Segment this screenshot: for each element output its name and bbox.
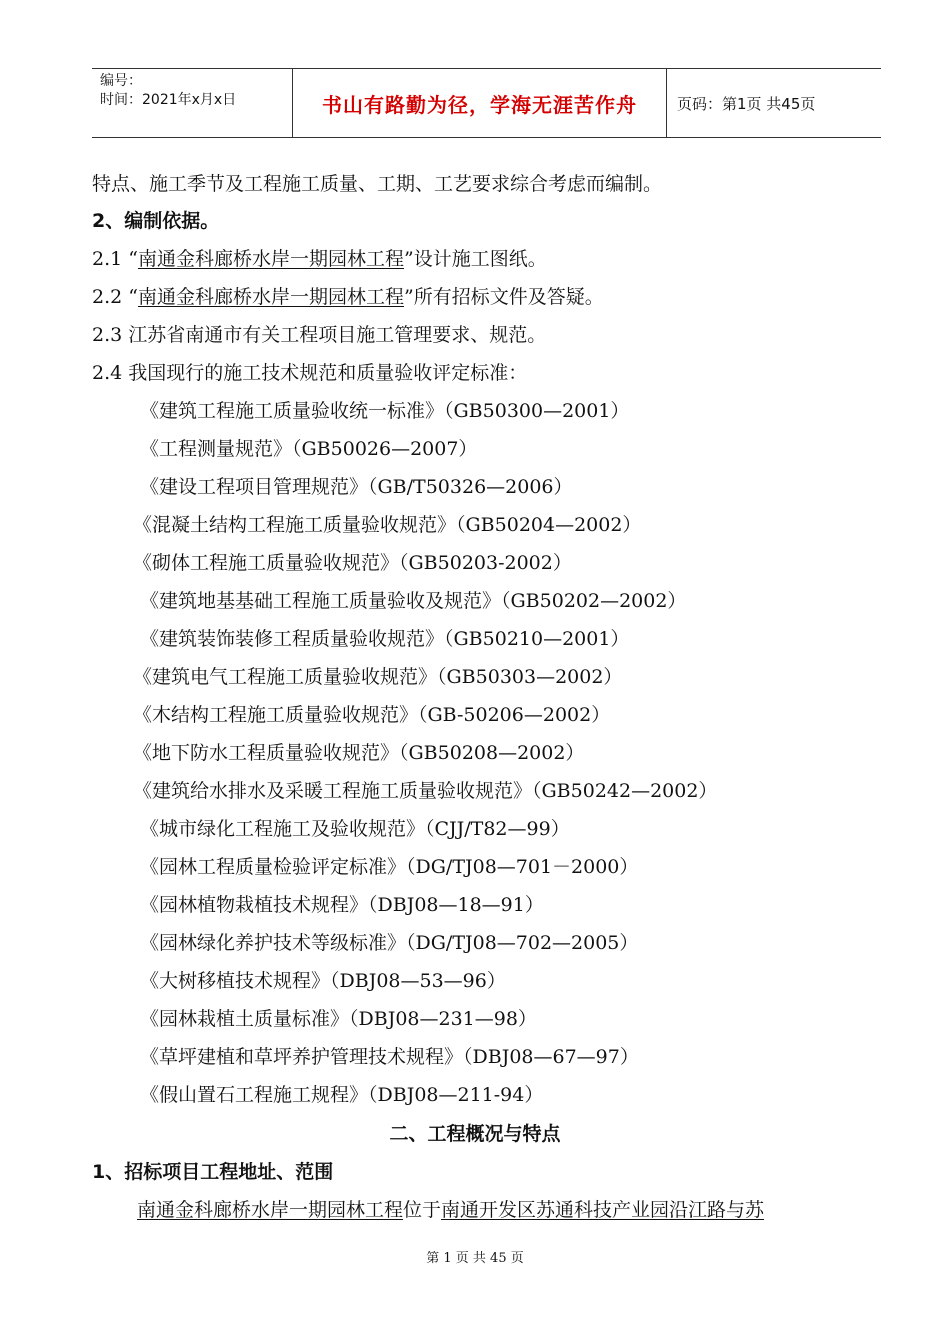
document-number-label: 编号： xyxy=(100,73,142,89)
header-info-cell xyxy=(92,69,293,137)
item-2-1-project-name: 南通金科廊桥水岸一期园林工程 xyxy=(137,248,404,270)
standard-item: 《地下防水工程质量验收规范》（GB50208—2002） xyxy=(133,742,585,764)
page-header xyxy=(92,68,881,138)
standard-item: 《园林绿化养护技术等级标准》（DG/TJ08—702—2005） xyxy=(140,932,639,954)
standard-item: 《大树移植技术规程》（DBJ08—53—96） xyxy=(140,970,506,992)
standard-item: 《工程测量规范》（GB50026—2007） xyxy=(140,438,478,460)
item-2-1-suffix: ”设计施工图纸。 xyxy=(404,248,547,270)
location-connector: 位于 xyxy=(403,1199,442,1221)
standard-item: 《园林植物栽植技术规程》（DBJ08—18—91） xyxy=(140,894,544,916)
chapter-heading: 二、工程概况与特点 xyxy=(389,1123,561,1145)
document-time-label: 时间：2021年x月x日 xyxy=(100,92,237,108)
standard-item: 《建筑地基基础工程施工质量验收及规范》（GB50202—2002） xyxy=(140,590,687,612)
intro-line: 特点、施工季节及工程施工质量、工期、工艺要求综合考虑而编制。 xyxy=(92,173,663,195)
standard-item: 《园林工程质量检验评定标准》（DG/TJ08—701－2000） xyxy=(140,856,639,878)
standard-item: 《建设工程项目管理规范》（GB/T50326—2006） xyxy=(140,476,573,498)
location-line xyxy=(137,1197,764,1223)
item-2-2-suffix: ”所有招标文件及答疑。 xyxy=(404,286,604,308)
standard-item: 《混凝土结构工程施工质量验收规范》（GB50204—2002） xyxy=(133,514,642,536)
header-motto: 书山有路勤为径，学海无涯苦作舟 xyxy=(293,69,667,137)
standard-item: 《建筑装饰装修工程质量验收规范》（GB50210—2001） xyxy=(140,628,630,650)
location-project-name: 南通金科廊桥水岸一期园林工程 xyxy=(137,1199,404,1221)
location-address: 南通开发区苏通科技产业园沿江路与苏 xyxy=(441,1199,765,1221)
standard-item: 《园林栽植土质量标准》（DBJ08—231—98） xyxy=(140,1008,537,1030)
header-page-label: 页码：第1页 共45页 xyxy=(677,94,816,113)
standard-item: 《假山置石工程施工规程》（DBJ08—211-94） xyxy=(140,1084,544,1106)
item-2-2 xyxy=(92,284,604,310)
item-2-3: 2.3 江苏省南通市有关工程项目施工管理要求、规范。 xyxy=(92,324,547,346)
standard-item: 《建筑工程施工质量验收统一标准》（GB50300—2001） xyxy=(140,400,630,422)
standard-item: 《建筑电气工程施工质量验收规范》（GB50303—2002） xyxy=(133,666,623,688)
standard-item: 《木结构工程施工质量验收规范》（GB-50206—2002） xyxy=(133,704,611,726)
standard-item: 《砌体工程施工质量验收规范》（GB50203-2002） xyxy=(133,552,572,574)
item-2-1 xyxy=(92,246,547,272)
section-1-heading: 1、招标项目工程地址、范围 xyxy=(92,1161,334,1183)
item-2-4: 2.4 我国现行的施工技术规范和质量验收评定标准： xyxy=(92,362,528,384)
section-2-heading: 2、编制依据。 xyxy=(92,210,220,232)
standard-item: 《城市绿化工程施工及验收规范》（CJJ/T82—99） xyxy=(140,818,570,840)
item-2-2-prefix: 2.2 “ xyxy=(92,286,138,308)
item-2-1-prefix: 2.1 “ xyxy=(92,248,138,270)
page-footer: 第 1 页 共 45 页 xyxy=(426,1251,524,1266)
item-2-2-project-name: 南通金科廊桥水岸一期园林工程 xyxy=(137,286,404,308)
standard-item: 《建筑给水排水及采暖工程施工质量验收规范》（GB50242—2002） xyxy=(133,780,718,802)
standard-item: 《草坪建植和草坪养护管理技术规程》（DBJ08—67—97） xyxy=(140,1046,639,1068)
